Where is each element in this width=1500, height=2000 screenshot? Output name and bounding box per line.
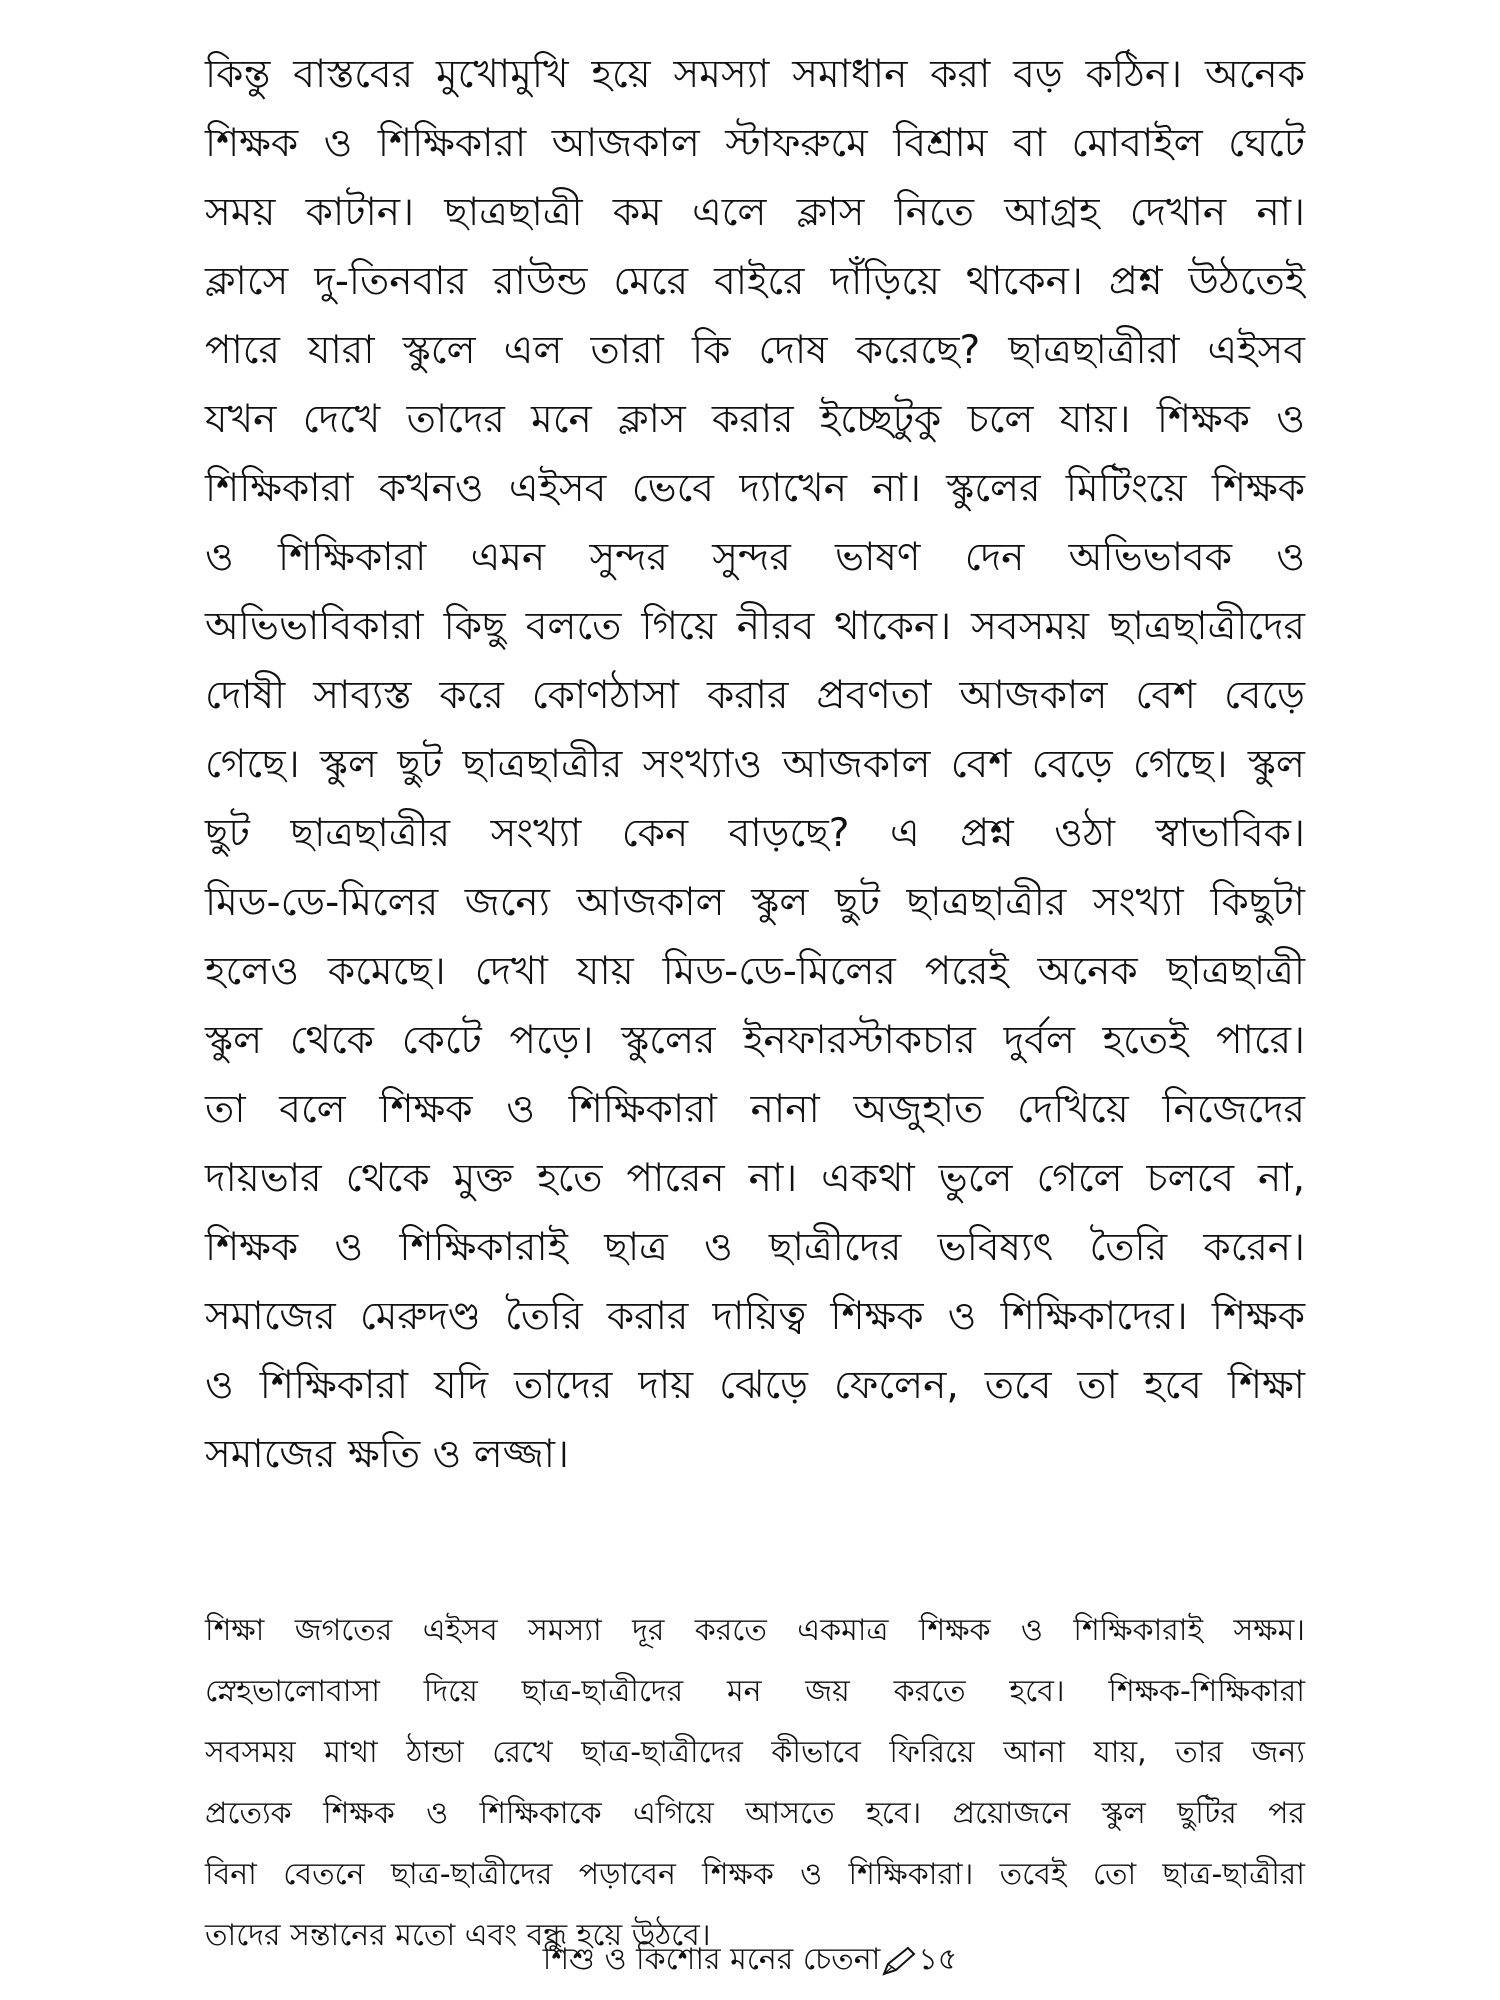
text-line: স্নেহভালোবাসা দিয়ে ছাত্র-ছাত্রীদের মন জয় করতে হবে। শিক্ষক-শিক্ষিকারা (205, 1674, 1305, 1709)
text-line: ক্লাসে দু-তিনবার রাউন্ড মেরে বাইরে দাঁড়িয়ে থাকেন। প্রশ্ন উঠতেই (205, 259, 1305, 304)
text-line: সমাজের ক্ষতি ও লজ্জা। (205, 1432, 569, 1477)
text-line: সমাজের মেরুদণ্ড তৈরি করার দায়িত্ব শিক্ষক ও শিক্ষিকাদের। শিক্ষক (205, 1294, 1305, 1339)
text-line: যখন দেখে তাদের মনে ক্লাস করার ইচ্ছেটুকু চলে যায়। শিক্ষক ও (205, 397, 1305, 442)
body-paragraph-2 (205, 1600, 1305, 1966)
text-line: দায়ভার থেকে মুক্ত হতে পারেন না। একথা ভুলে গেলে চলবে না, (205, 1156, 1305, 1201)
text-line: শিক্ষক ও শিক্ষিকারা আজকাল স্টাফরুমে বিশ্রাম বা মোবাইল ঘেটে (205, 121, 1305, 166)
text-line: হলেও কমেছে। দেখা যায় মিড-ডে-মিলের পরেই অনেক ছাত্রছাত্রী (205, 949, 1305, 994)
text-line: তাদের সন্তানের মতো এবং বন্ধু হয়ে উঠবে। (205, 1918, 711, 1953)
text-line: সময় কাটান। ছাত্রছাত্রী কম এলে ক্লাস নিতে আগ্রহ দেখান না। (205, 190, 1305, 235)
book-title: শিশু ও কিশোর মনের চেতনা (542, 1942, 881, 1977)
pen-nib-icon (882, 1946, 916, 1976)
text-line: স্কুল থেকে কেটে পড়ে। স্কুলের ইনফারস্টাকচার দুর্বল হতেই পারে। (205, 1018, 1305, 1063)
body-paragraph-1 (205, 40, 1305, 1489)
text-line: গেছে। স্কুল ছুট ছাত্রছাত্রীর সংখ্যাও আজকাল বেশ বেড়ে গেছে। স্কুল (205, 742, 1305, 787)
page-number: ১৫ (918, 1942, 958, 1977)
text-line: পারে যারা স্কুলে এল তারা কি দোষ করেছে? ছাত্রছাত্রীরা এইসব (205, 328, 1305, 373)
text-line: প্রত্যেক শিক্ষক ও শিক্ষিকাকে এগিয়ে আসতে হবে। প্রয়োজনে স্কুল ছুটির পর (205, 1796, 1305, 1831)
text-line: সবসময় মাথা ঠান্ডা রেখে ছাত্র-ছাত্রীদের কীভাবে ফিরিয়ে আনা যায়, তার জন্য (205, 1735, 1305, 1770)
text-line: ছুট ছাত্রছাত্রীর সংখ্যা কেন বাড়ছে? এ প্রশ্ন ওঠা স্বাভাবিক। (205, 811, 1305, 856)
text-line: কিন্তু বাস্তবের মুখোমুখি হয়ে সমস্যা সমাধান করা বড় কঠিন। অনেক (205, 52, 1305, 97)
text-line: অভিভাবিকারা কিছু বলতে গিয়ে নীরব থাকেন। সবসময় ছাত্রছাত্রীদের (205, 604, 1305, 649)
text-line: শিক্ষিকারা কখনও এইসব ভেবে দ্যাখেন না। স্কুলের মিটিংয়ে শিক্ষক (205, 466, 1305, 511)
text-line: তা বলে শিক্ষক ও শিক্ষিকারা নানা অজুহাত দেখিয়ে নিজেদের (205, 1087, 1305, 1132)
text-line: মিড-ডে-মিলের জন্যে আজকাল স্কুল ছুট ছাত্রছাত্রীর সংখ্যা কিছুটা (205, 880, 1305, 925)
text-line: ও শিক্ষিকারা এমন সুন্দর সুন্দর ভাষণ দেন অভিভাবক ও (205, 535, 1305, 580)
text-line: ও শিক্ষিকারা যদি তাদের দায় ঝেড়ে ফেলেন, তবে তা হবে শিক্ষা (205, 1363, 1305, 1408)
text-line: শিক্ষা জগতের এইসব সমস্যা দূর করতে একমাত্র শিক্ষক ও শিক্ষিকারাই সক্ষম। (205, 1613, 1305, 1648)
text-line: বিনা বেতনে ছাত্র-ছাত্রীদের পড়াবেন শিক্ষক ও শিক্ষিকারা। তবেই তো ছাত্র-ছাত্রীরা (205, 1857, 1305, 1892)
page-footer (0, 1940, 1500, 1980)
text-line: শিক্ষক ও শিক্ষিকারাই ছাত্র ও ছাত্রীদের ভবিষ্যৎ তৈরি করেন। (205, 1225, 1305, 1270)
text-line: দোষী সাব্যস্ত করে কোণঠাসা করার প্রবণতা আজকাল বেশ বেড়ে (205, 673, 1305, 718)
